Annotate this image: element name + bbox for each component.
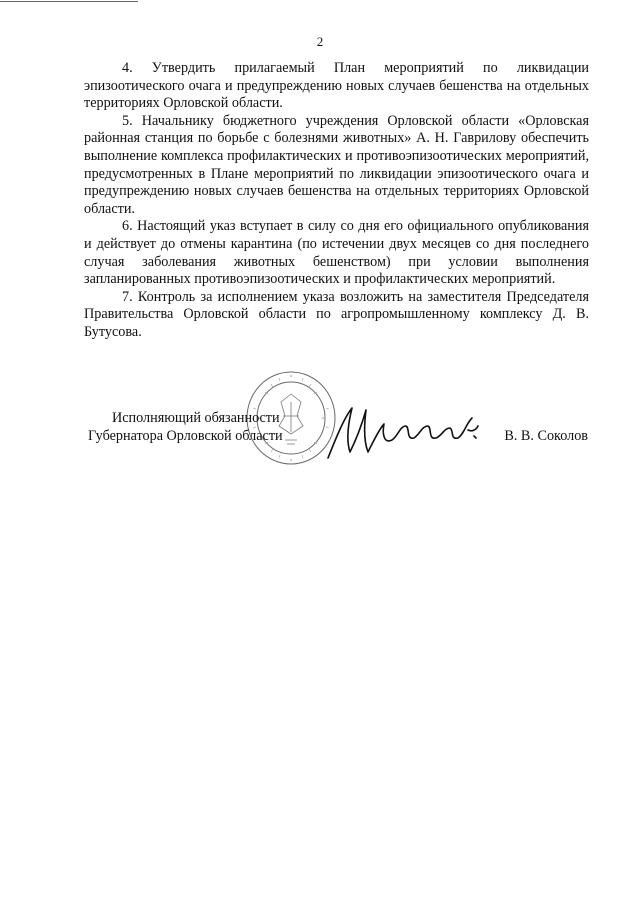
page-number: 2	[316, 34, 324, 49]
signature-block	[0, 370, 640, 480]
paragraph-5: 5. Начальнику бюджетного учреждения Орловской области «Орловская районная станция по борьбе с болезнями животных» А. Н. Гаврилову обеспечить выполнение комплекса профилактических и противоэпизоотических мероприятий, предусмотренных в Плане мероприятий по ликвидации эпизоотического очага и предупреждению новых случаев бешенства на отдельных территориях Орловской области.	[84, 112, 589, 217]
paragraph-7: 7. Контроль за исполнением указа возложить на заместителя Председателя Правительства Орловской области по агропромышленному комплексу Д. В. Бутусова.	[84, 288, 589, 340]
top-rule	[0, 1, 138, 2]
signer-name: В. В. Соколов	[504, 428, 588, 444]
signer-title-line-1: Исполняющий обязанности	[112, 410, 280, 426]
document-body	[84, 60, 589, 342]
signer-title-line-2: Губернатора Орловской области	[88, 428, 283, 444]
handwritten-signature	[322, 400, 482, 460]
paragraph-6: 6. Настоящий указ вступает в силу со дня его официального опубликования и действует до отмены карантина (по истечении двух месяцев со дня последнего случая заболевания животных бешенством) при условии выполнения запланированных противоэпизоотических и профилактических мероприятий.	[84, 218, 589, 288]
paragraph-4: 4. Утвердить прилагаемый План мероприятий по ликвидации эпизоотического очага и предупреждению новых случаев бешенства на отдельных территориях Орловской области.	[84, 60, 589, 112]
